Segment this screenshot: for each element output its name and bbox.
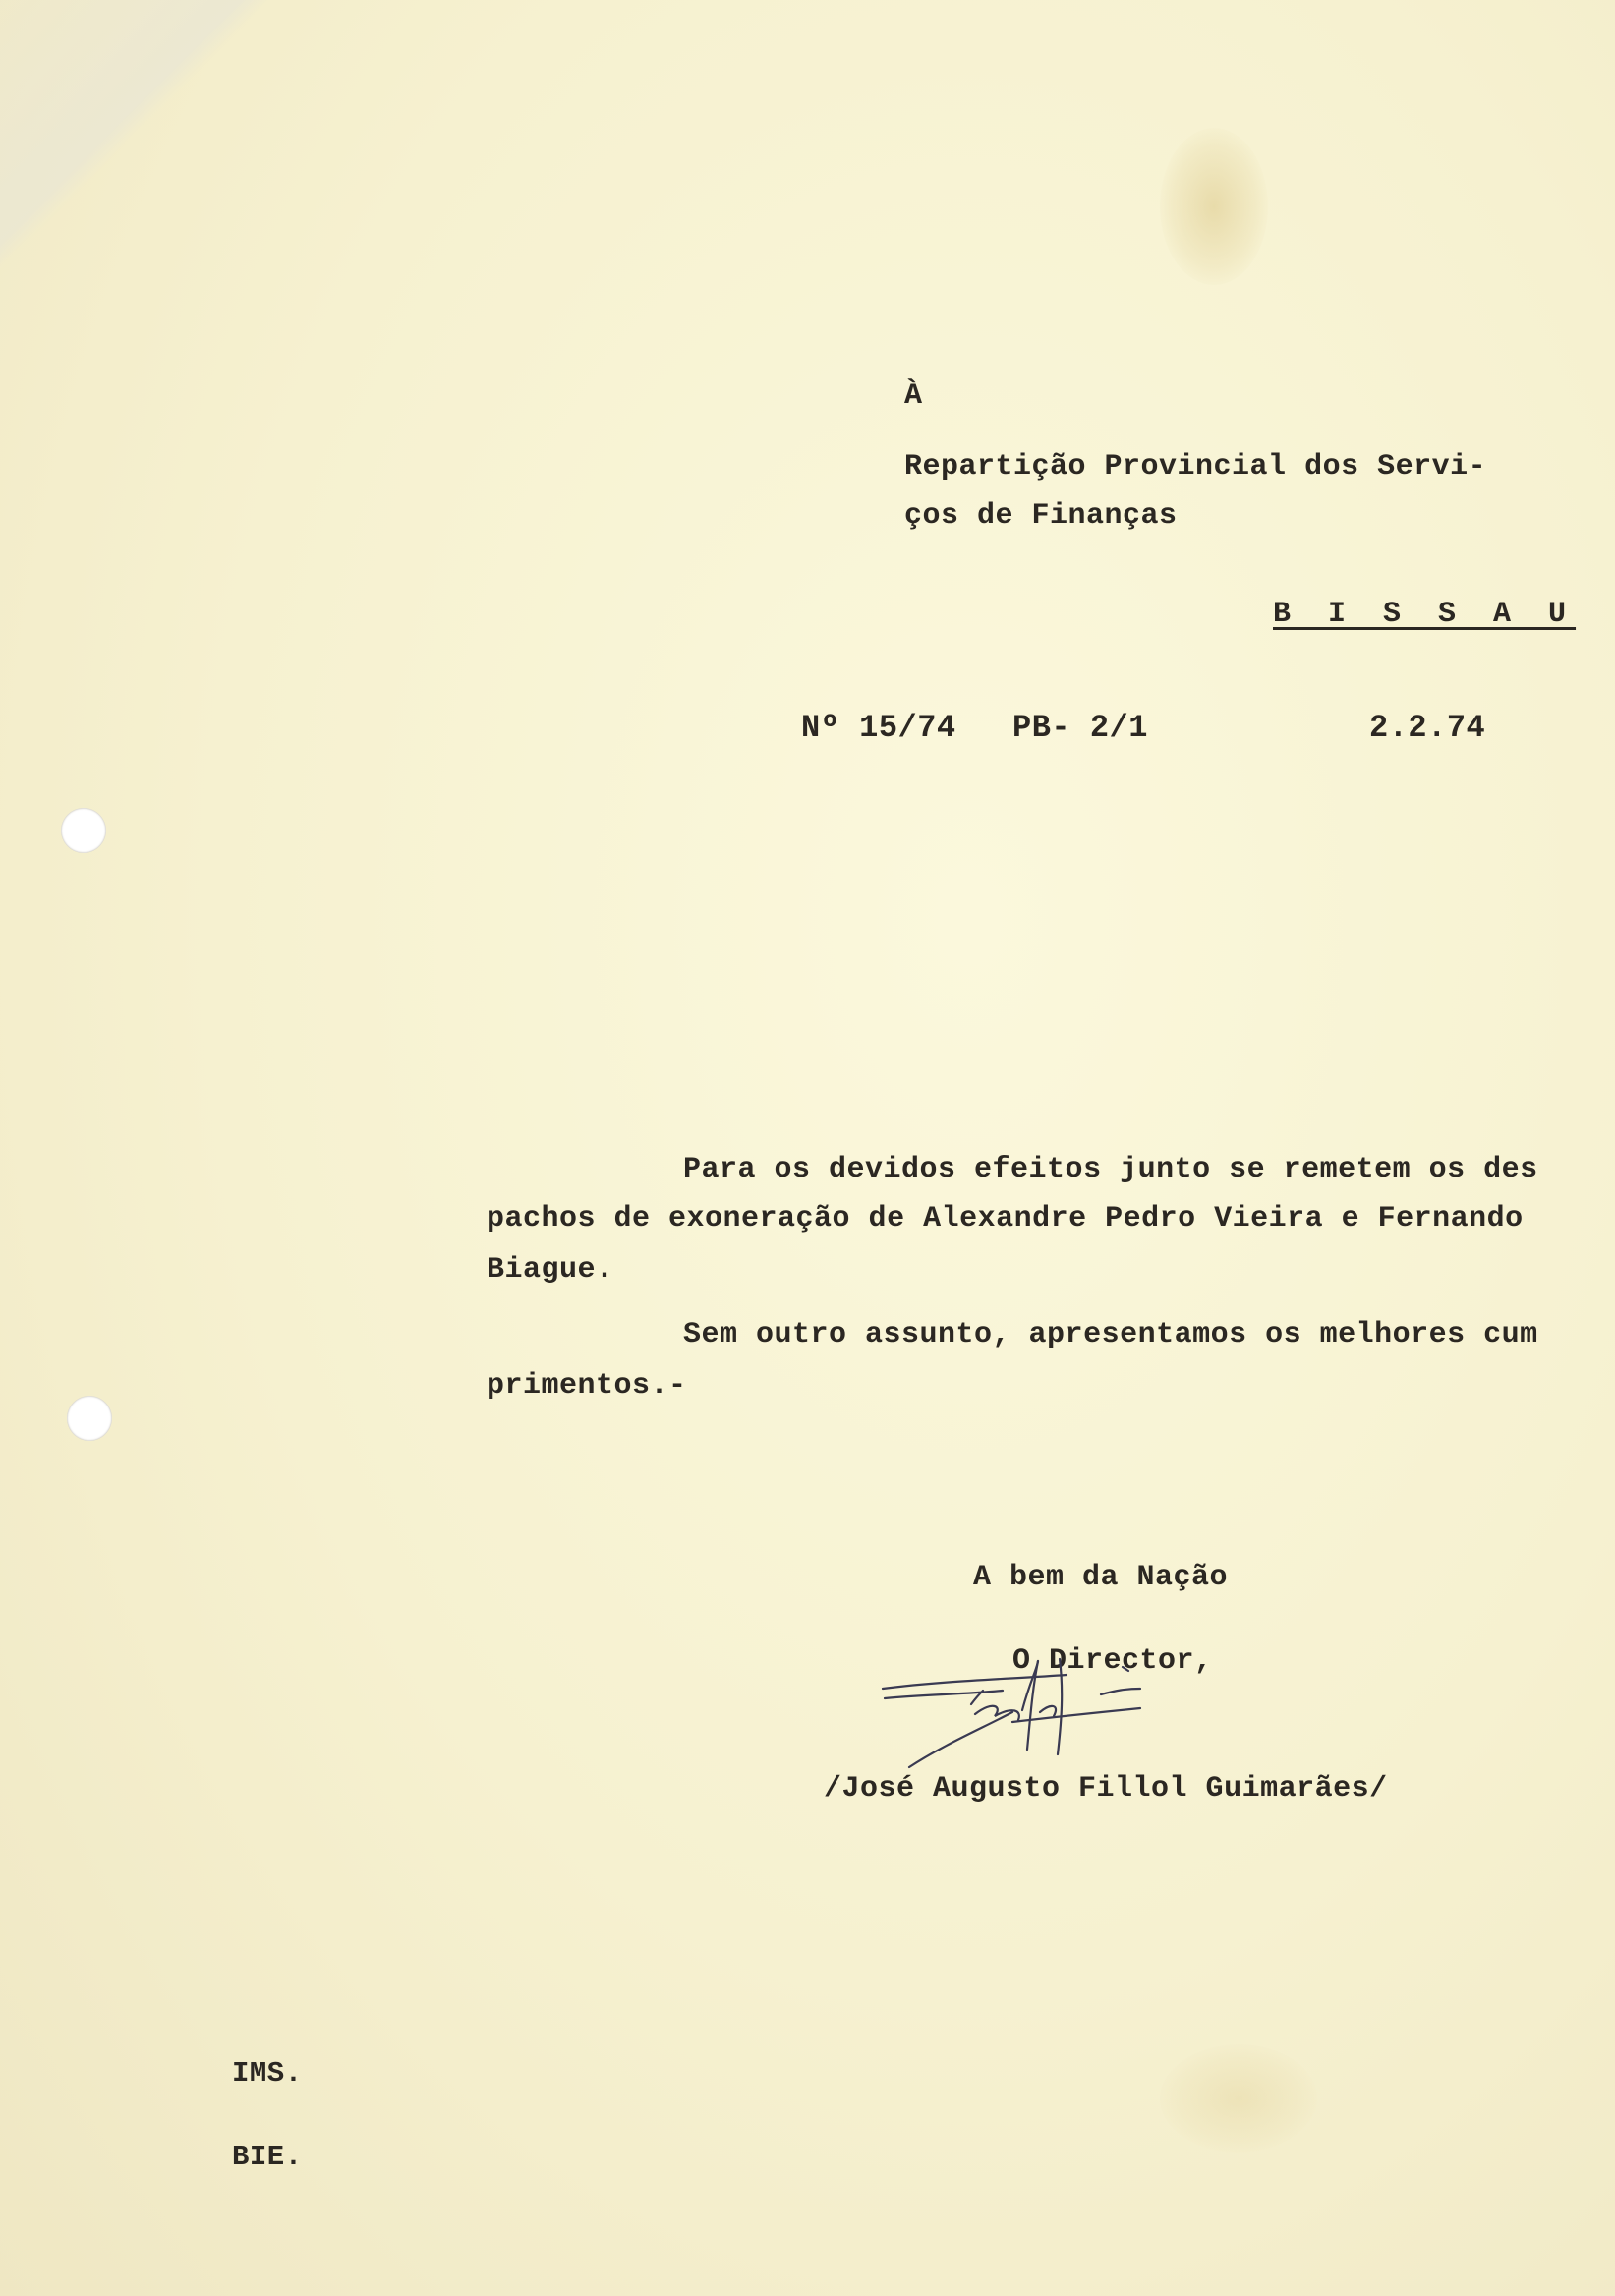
addressee-city: B I S S A U [1273, 598, 1577, 631]
punch-hole-upper [61, 808, 106, 853]
addressee-line-2: ços de Finanças [904, 499, 1178, 533]
initials-line-2: BIE. [232, 2141, 303, 2173]
reference-number: Nº 15/74 [801, 710, 956, 746]
body-paragraph-2-line-2: primentos.- [487, 1369, 687, 1403]
punch-hole-lower [67, 1396, 112, 1441]
body-paragraph-1-line-2: pachos de exoneração de Alexandre Pedro Vieira e Fernando [487, 1202, 1524, 1235]
body-paragraph-1-line-3: Biague. [487, 1253, 614, 1287]
page-crease [0, 0, 275, 334]
reference-date: 2.2.74 [1369, 710, 1486, 746]
addressee-prefix: À [904, 379, 923, 413]
handwritten-signature [865, 1651, 1199, 1779]
closing-signatory: /José Augusto Fillol Guimarães/ [824, 1772, 1388, 1806]
closing-title: O Director, [1012, 1644, 1213, 1678]
stain-top [1160, 128, 1268, 285]
addressee-line-1: Repartição Provincial dos Servi- [904, 450, 1487, 484]
initials-line-1: IMS. [232, 2057, 303, 2090]
closing-salutation: A bem da Nação [973, 1561, 1229, 1594]
body-paragraph-2-line-1: Sem outro assunto, apresentamos os melhores cum [683, 1318, 1538, 1351]
reference-process: PB- 2/1 [1012, 710, 1148, 746]
stain-bottom [1160, 2044, 1317, 2152]
body-paragraph-1-line-1: Para os devidos efeitos junto se remetem os des [683, 1153, 1538, 1186]
